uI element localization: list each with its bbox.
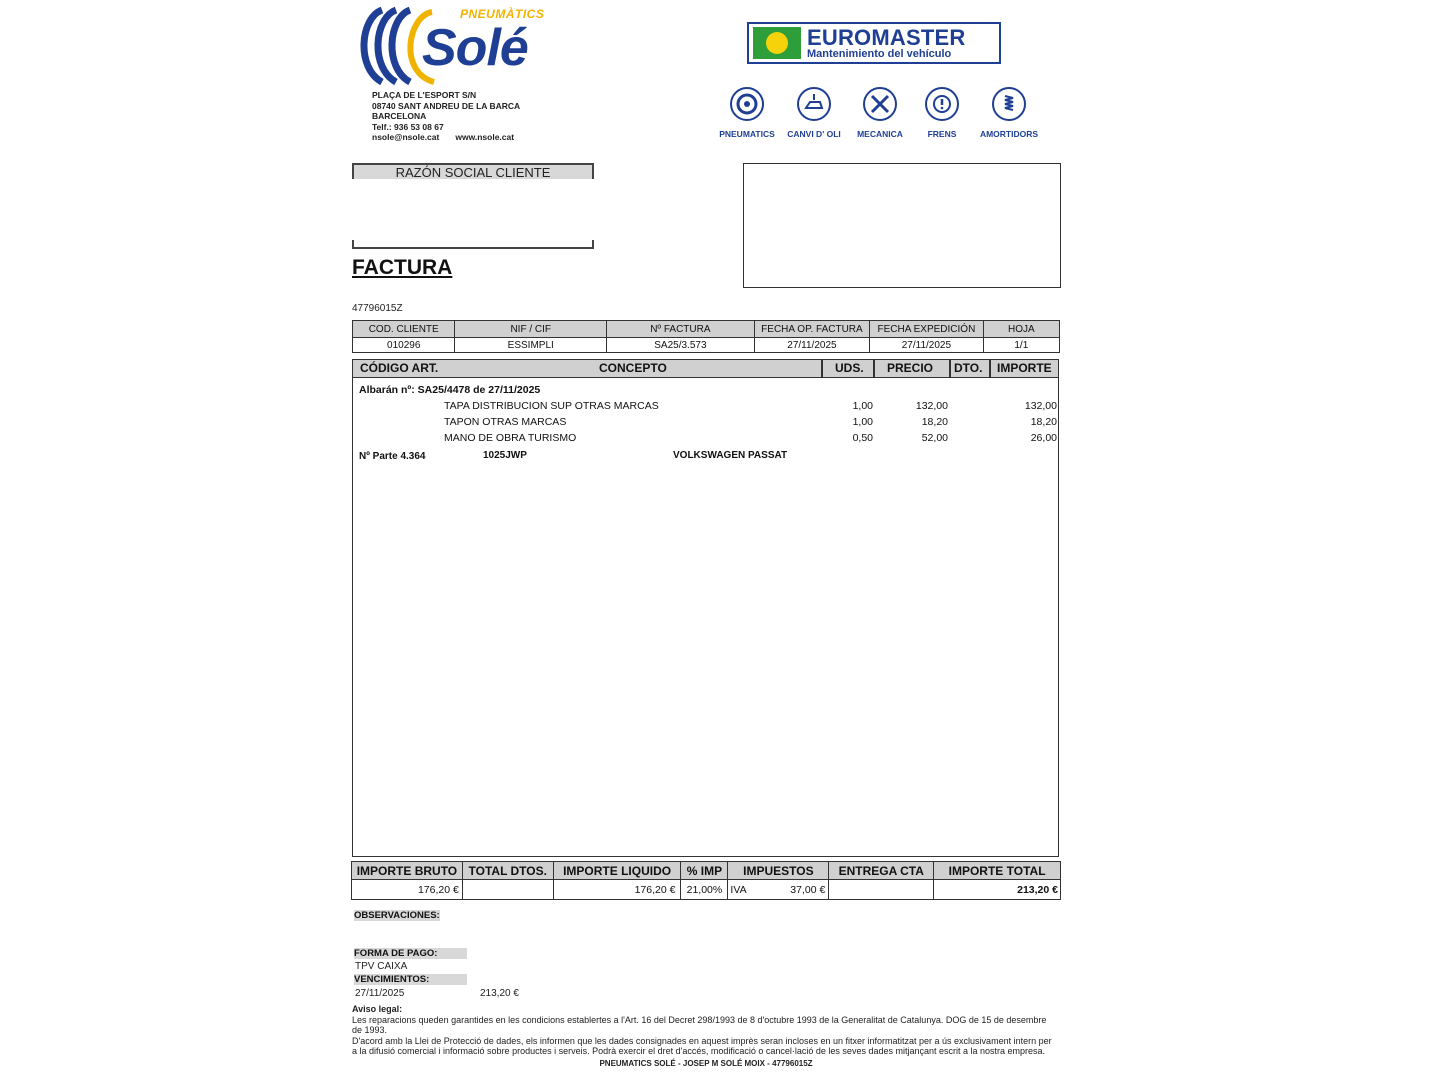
client-address-box xyxy=(743,163,1061,288)
legal-title: Aviso legal: xyxy=(352,1004,403,1014)
legal-warranty: Les reparacions queden garantides en les condicions establertes a l'Art. 16 del Decret 298/1993 de 8 d'octubre 1993 de la Generalitat de Catalunya. DOG de 15 de desembre de 1993. xyxy=(352,1014,1047,1035)
due-label: VENCIMIENTOS: xyxy=(354,974,467,985)
legal-notice xyxy=(352,1004,1058,1057)
issue-date: 27/11/2025 xyxy=(870,338,983,353)
client-heading: RAZÓN SOCIAL CLIENTE xyxy=(352,163,594,179)
vehicle-plate: 1025JWP xyxy=(483,450,527,461)
oil-change-icon xyxy=(796,86,832,122)
invoice-info-table xyxy=(352,320,1060,353)
on-account xyxy=(829,880,934,900)
service-shocks xyxy=(969,86,1049,139)
totals-header: % IMP xyxy=(681,862,728,880)
page-count: 1/1 xyxy=(983,338,1059,353)
company-email[interactable]: nsole@nsole.cat xyxy=(372,132,440,142)
line-price: 18,20 xyxy=(921,416,948,428)
info-header: FECHA OP. FACTURA xyxy=(754,321,869,338)
observations-label: OBSERVACIONES: xyxy=(354,910,440,921)
tax-name: IVA xyxy=(730,883,747,896)
nif-line: 47796015Z xyxy=(352,303,403,314)
page-footer: PNEUMATICS SOLÉ - JOSEP M SOLÉ MOIX - 47796015Z xyxy=(599,1059,813,1068)
total-discounts xyxy=(462,880,553,900)
payment-label: FORMA DE PAGO: xyxy=(354,948,467,959)
partner-name: EUROMASTER xyxy=(807,25,966,50)
items-table xyxy=(352,359,1059,857)
line-concept: TAPON OTRAS MARCAS xyxy=(444,416,567,428)
due-amount: 213,20 € xyxy=(480,988,519,999)
info-header: FECHA EXPEDICIÓN xyxy=(870,321,983,338)
albaran-line: Albarán nº: SA25/4478 de 27/11/2025 xyxy=(359,384,541,396)
tax-percent: 21,00% xyxy=(681,880,728,900)
header-concept: CONCEPTO xyxy=(599,361,667,375)
partner-logo xyxy=(747,22,1001,64)
grand-total: 213,20 € xyxy=(934,880,1061,900)
payment-method: TPV CAIXA xyxy=(355,961,408,972)
address-line: PLAÇA DE L'ESPORT S/N xyxy=(372,90,477,100)
line-amount: 18,20 xyxy=(1030,416,1057,428)
address-line: BARCELONA xyxy=(372,111,427,121)
line-price: 52,00 xyxy=(921,432,948,444)
legal-privacy: D'acord amb la Llei de Protecció de dades, els informen que les dades consignades en aquest imprès seran incloses en un fitxer informatitzat per a ús exclusivament intern per a la difusió comercial i informació sobre productes i serveis. Podrà exercir el dret d'accés, modificació o cancel·lació de les seves dades mitjançant escrit a la nostra empresa. xyxy=(352,1035,1052,1056)
parte-number: Nº Parte 4.364 xyxy=(359,451,426,462)
partner-flag-icon xyxy=(753,27,801,59)
sole-logo xyxy=(352,4,562,90)
header-price: PRECIO xyxy=(887,361,934,375)
line-amount: 26,00 xyxy=(1030,432,1057,444)
gross-amount: 176,20 € xyxy=(352,880,463,900)
service-label: PNEUMATICS xyxy=(719,129,775,139)
line-amount: 132,00 xyxy=(1024,400,1057,412)
net-amount: 176,20 € xyxy=(553,880,681,900)
brand-name: Solé xyxy=(422,19,528,77)
service-label: CANVI D' OLI xyxy=(787,129,841,139)
wrench-icon xyxy=(862,86,898,122)
invoice-number: SA25/3.573 xyxy=(607,338,755,353)
address-line: 08740 SANT ANDREU DE LA BARCA xyxy=(372,100,521,111)
totals-header: IMPUESTOS xyxy=(728,862,829,880)
line-concept: MANO DE OBRA TURISMO xyxy=(444,432,577,444)
totals-header: IMPORTE LIQUIDO xyxy=(553,862,681,880)
nif-cif: ESSIMPLI xyxy=(455,338,607,353)
address-line: Telf.: 936 53 08 67 xyxy=(372,121,444,132)
partner-tagline: Mantenimiento del vehículo xyxy=(807,48,952,60)
totals-header: IMPORTE BRUTO xyxy=(352,862,463,880)
operation-date: 27/11/2025 xyxy=(754,338,869,353)
brake-icon xyxy=(924,86,960,122)
line-units: 0,50 xyxy=(852,432,873,444)
page-title: FACTURA xyxy=(352,256,453,279)
line-price: 132,00 xyxy=(915,400,948,412)
totals-header: ENTREGA CTA xyxy=(829,862,934,880)
header-discount: DTO. xyxy=(954,361,983,375)
items-header xyxy=(353,360,1058,378)
client-code: 010296 xyxy=(353,338,455,353)
line-units: 1,00 xyxy=(852,416,873,428)
line-concept: TAPA DISTRIBUCION SUP OTRAS MARCAS xyxy=(444,400,659,412)
info-header: COD. CLIENTE xyxy=(353,321,455,338)
vehicle-model: VOLKSWAGEN PASSAT xyxy=(673,450,788,461)
client-box-frame xyxy=(352,240,594,249)
due-date: 27/11/2025 xyxy=(355,988,405,999)
totals-header: TOTAL DTOS. xyxy=(462,862,553,880)
company-website[interactable]: www.nsole.cat xyxy=(455,132,515,142)
header-amount: IMPORTE xyxy=(997,361,1052,375)
header-code: CÓDIGO ART. xyxy=(360,361,439,375)
info-header: NIF / CIF xyxy=(455,321,607,338)
brand-subtitle: PNEUMÀTICS xyxy=(460,7,545,21)
tax-cell xyxy=(728,880,829,900)
shock-absorber-icon xyxy=(991,86,1027,122)
info-header: Nº FACTURA xyxy=(607,321,755,338)
service-label: MECANICA xyxy=(857,129,903,139)
totals-header: IMPORTE TOTAL xyxy=(934,862,1061,880)
line-units: 1,00 xyxy=(852,400,873,412)
tax-amount: 37,00 € xyxy=(790,883,826,896)
info-header: HOJA xyxy=(983,321,1059,338)
service-label: AMORTIDORS xyxy=(979,129,1039,139)
header-units: UDS. xyxy=(835,361,864,375)
totals-table xyxy=(351,861,1061,900)
service-label: FRENS xyxy=(927,129,957,139)
tire-icon xyxy=(729,86,765,122)
company-address xyxy=(372,90,520,143)
